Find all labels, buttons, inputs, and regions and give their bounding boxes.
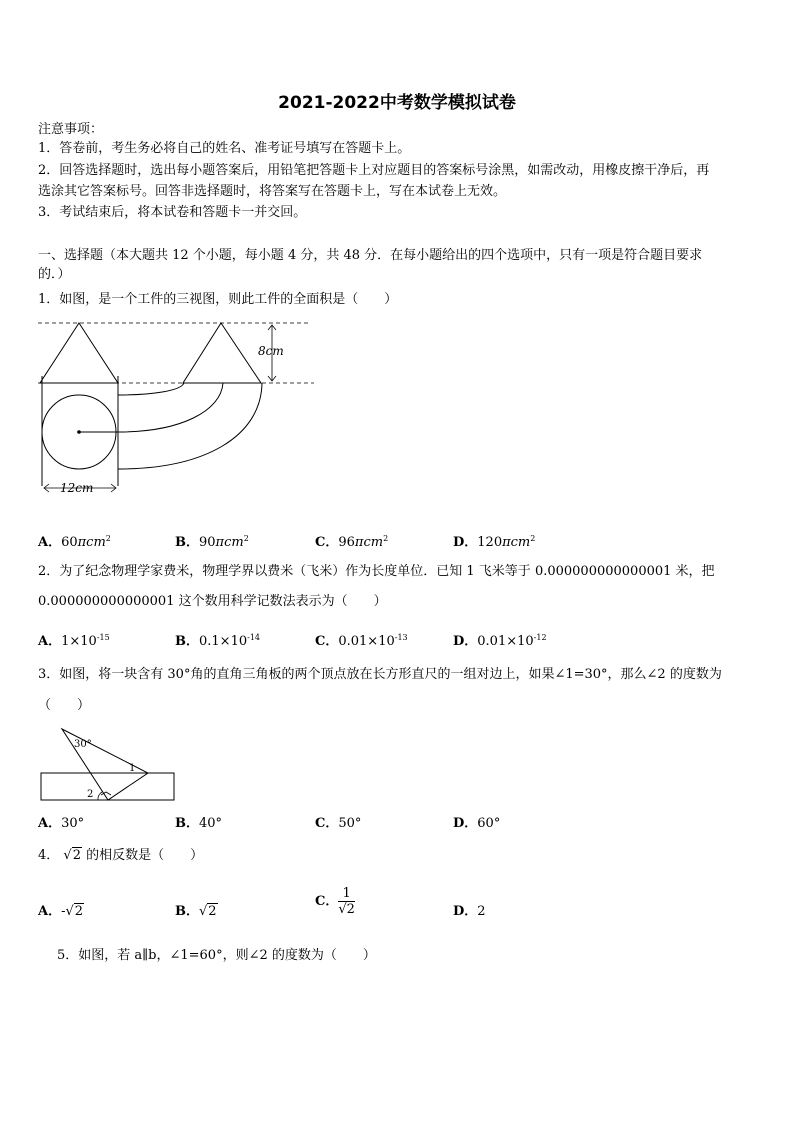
page-title: 2021-2022中考数学模拟试卷 <box>278 93 516 113</box>
question-3-option-b[interactable]: B．40° <box>175 816 223 831</box>
angle-1-label: 1 <box>129 763 136 774</box>
question-3-option-a[interactable]: A．30° <box>38 816 85 831</box>
question-4-option-d[interactable]: D．2 <box>453 904 486 919</box>
question-3-option-c[interactable]: C．50° <box>315 816 362 831</box>
question-5-stem: 5．如图，若 a∥b，∠1=60°，则∠2 的度数为（ ） <box>57 948 376 963</box>
question-4-option-b[interactable]: B．√2 <box>175 904 217 919</box>
question-3-stem-cont: （ ） <box>38 698 91 713</box>
question-2-stem: 2．为了纪念物理学家费米，物理学界以费米（飞米）作为长度单位．已知 1 飞米等于 0.000000000000001 米，把 <box>38 564 715 579</box>
question-4-option-c[interactable]: C． $\frac{1}{√2}$ <box>315 886 355 917</box>
front-view-triangle <box>40 323 118 383</box>
angle-30-label: 30° <box>74 739 92 750</box>
question-2-option-c[interactable]: C．$0.01\times 10^{-13}$ <box>315 633 408 649</box>
sqrt-symbol: √2 <box>63 848 81 863</box>
ruler-rectangle <box>41 773 174 800</box>
notice-item: 3．考试结束后，将本试卷和答题卡一并交回。 <box>38 205 307 220</box>
notice-heading: 注意事项： <box>38 122 104 137</box>
question-1-option-a[interactable]: A．60πcm$^2$ <box>38 534 111 550</box>
question-4-stem: 4． √2 的相反数是（ ） <box>38 848 204 863</box>
question-2-stem-cont: 0.000000000000001 这个数用科学记数法表示为（ ） <box>38 594 387 609</box>
side-view-triangle <box>183 323 261 383</box>
notice-item: 2．回答选择题时，选出每小题答案后，用铅笔把答题卡上对应题目的答案标号涂黑，如需改动，用橡皮擦干净后，再 <box>38 163 710 178</box>
section-heading: 一、选择题（本大题共 12 个小题，每小题 4 分，共 48 分．在每小题给出的四个选项中，只有一项是符合题目要求 <box>38 248 703 263</box>
notice-item: 选涂其它答案标号。回答非选择题时，将答案写在答题卡上，写在本试卷上无效。 <box>38 184 507 199</box>
fraction: $\frac{1}{√2}$ <box>338 886 355 917</box>
section-heading-cont: 的．） <box>38 267 71 282</box>
question-2-option-b[interactable]: B．$0.1\times 10^{-14}$ <box>175 633 260 649</box>
question-1-option-b[interactable]: B．90πcm$^2$ <box>175 534 249 550</box>
question-3-option-d[interactable]: D．60° <box>453 816 501 831</box>
question-3-stem: 3．如图，将一块含有 30°角的直角三角板的两个顶点放在长方形直尺的一组对边上，如果∠1=30°，那么∠2 的度数为 <box>38 667 722 682</box>
question-1-option-d[interactable]: D．120πcm$^2$ <box>453 534 536 550</box>
notice-item: 1．答卷前，考生务必将自己的姓名、准考证号填写在答题卡上。 <box>38 141 411 156</box>
question-1-option-c[interactable]: C．96πcm$^2$ <box>315 534 389 550</box>
question-2-option-a[interactable]: A．$1\times 10^{-15}$ <box>38 633 110 649</box>
question-1-stem: 1．如图，是一个工件的三视图，则此工件的全面积是（ ） <box>38 292 398 307</box>
width-label: 12cm <box>60 481 94 495</box>
question-2-option-d[interactable]: D．$0.01\times 10^{-12}$ <box>453 633 547 649</box>
height-label: 8cm <box>258 344 284 358</box>
question-4-option-a[interactable]: A．-√2 <box>38 904 84 919</box>
question-3-figure <box>38 723 178 805</box>
question-1-figure <box>36 316 316 501</box>
angle-2-label: 2 <box>87 789 94 800</box>
